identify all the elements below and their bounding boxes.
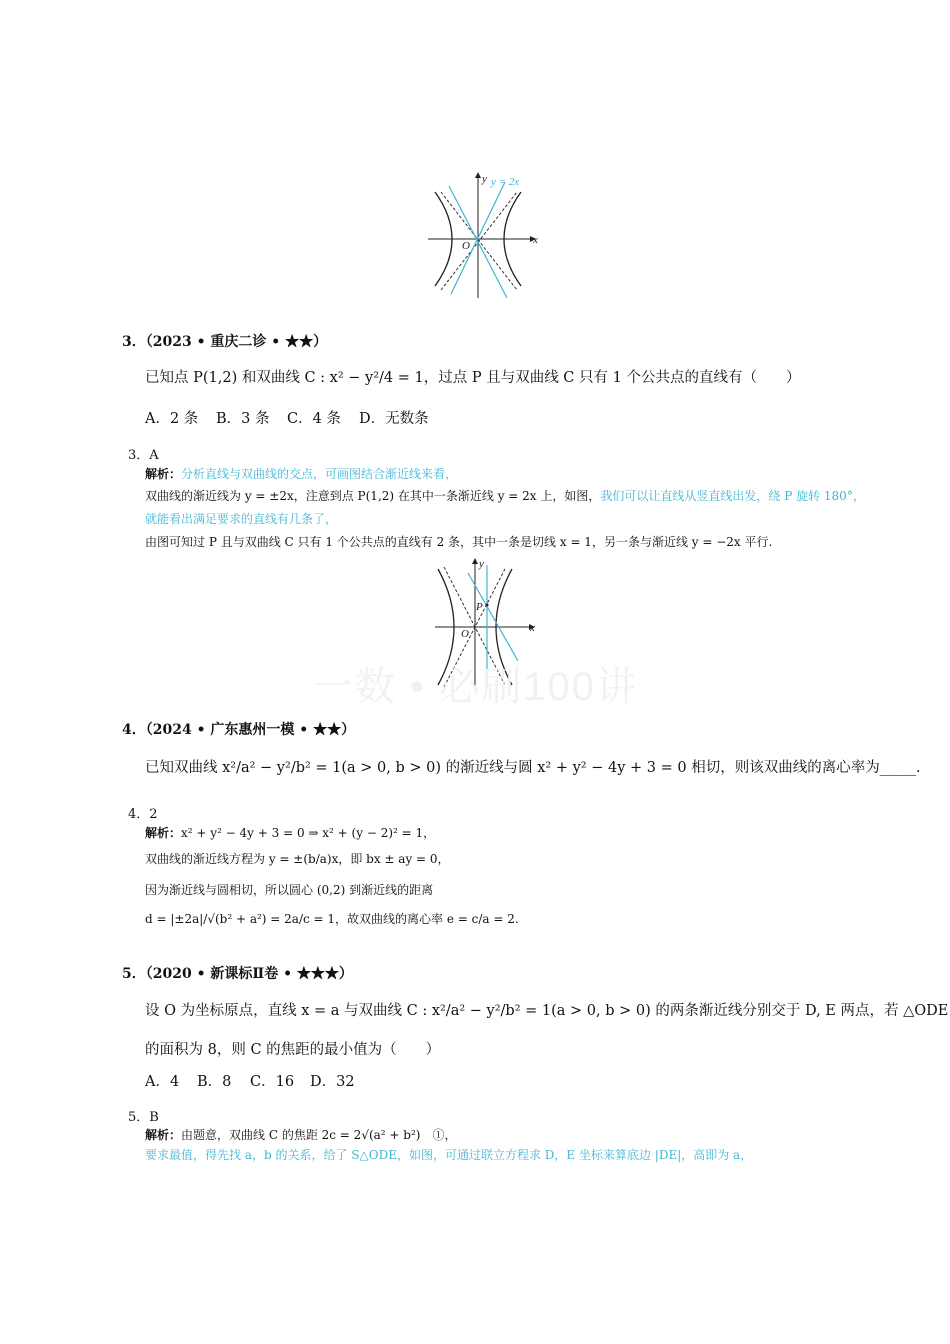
watermark: 一数 • 必刷100讲 [313,665,638,709]
hint-text: 我们可以让直线从竖直线出发，绕 P 旋转 180°， [600,489,865,503]
question-3-solution-line-4: 由图可知过 P 且与双曲线 C 只有 1 个公共点的直线有 2 条，其中一条是切线 x = 1，另一条与渐近线 y = −2x 平行. [145,535,773,549]
figure-1-origin-label: O [462,240,470,252]
figure-2-x-label: x [530,622,535,634]
question-3-option-c: C．4 条 [287,411,341,427]
question-5-option-c: C．16 [250,1074,295,1090]
question-5-header: 5．（2020 • 新课标Ⅱ卷 • ★★★） [122,966,353,982]
figure-1-y-label: y [482,173,487,185]
figure-1-hyperbola [425,170,545,300]
question-3-solution-line-2 [145,487,865,505]
question-4-solution-line-4: d = |±2a|/√(b² + a²) = 2a/c = 1，故双曲线的离心率 e = c/a = 2. [145,912,519,926]
question-3-stem: 已知点 P(1,2) 和双曲线 C : x² − y²/4 = 1，过点 P 且与双曲线 C 只有 1 个公共点的直线有（ ） [145,370,801,386]
question-3-solution-line-1 [145,465,457,483]
solution-text: 由题意，双曲线 C 的焦距 2c = 2√(a² + b²) ①， [181,1128,457,1142]
question-4-header: 4．（2024 • 广东惠州一模 • ★★） [122,722,356,738]
figure-1-line-label: y = 2x [491,176,520,188]
question-4-stem: 已知双曲线 x²/a² − y²/b² = 1(a > 0, b > 0) 的渐近线与圆 x² + y² − 4y + 3 = 0 相切，则该双曲线的离心率为_____. [145,760,921,776]
solution-text: 双曲线的渐近线为 y = ±2x，注意到点 P(1,2) 在其中一条渐近线 y = 2x 上，如图， [145,489,601,503]
figure-2-y-label: y [479,558,484,570]
question-3-option-b: B．3 条 [216,411,270,427]
hint-text: 分析直线与双曲线的交点，可画图结合渐近线来看， [181,467,458,481]
question-5-solution-line-1 [145,1126,456,1144]
question-5-stem-line-1: 设 O 为坐标原点，直线 x = a 与双曲线 C : x²/a² − y²/b² = 1(a > 0, b > 0) 的两条渐近线分别交于 D, E 两点，若 △ODE [145,1003,949,1019]
figure-2-point-label: P [476,601,483,613]
question-5-answer: 5．B [128,1110,159,1125]
question-5-option-b: B．8 [197,1074,232,1090]
question-4-solution-line-2: 双曲线的渐近线方程为 y = ±(b/a)x，即 bx ± ay = 0， [145,852,450,866]
question-4-solution-line-3: 因为渐近线与圆相切，所以圆心 (0,2) 到渐近线的距离 [145,883,434,897]
question-4-answer: 4．2 [128,807,158,822]
question-5-solution-line-2: 要求最值，得先找 a，b 的关系，给了 S△ODE，如图，可通过联立方程求 D，E 坐标来算底边 |DE|，高即为 a， [145,1148,753,1162]
question-3-solution-line-3: 就能看出满足要求的直线有几条了， [145,512,338,526]
question-3-header: 3．（2023 • 重庆二诊 • ★★） [122,334,328,350]
question-3-answer: 3．A [128,448,159,463]
solution-label: 解析： [145,826,182,840]
question-5-option-a: A．4 [145,1074,180,1090]
question-3-option-a: A．2 条 [145,411,199,427]
solution-text: x² + y² − 4y + 3 = 0 ⇒ x² + (y − 2)² = 1， [181,826,436,840]
question-5-option-d: D．32 [310,1074,355,1090]
question-3-option-d: D．无数条 [359,411,429,427]
question-4-solution-line-1 [145,824,435,842]
question-5-stem-line-2: 的面积为 8，则 C 的焦距的最小值为（ ） [145,1042,441,1058]
figure-2-point-p [486,604,489,607]
figure-1-x-label: x [533,234,538,246]
figure-2-origin-label: O [461,628,469,640]
solution-label: 解析： [145,467,182,481]
solution-label: 解析： [145,1128,182,1142]
